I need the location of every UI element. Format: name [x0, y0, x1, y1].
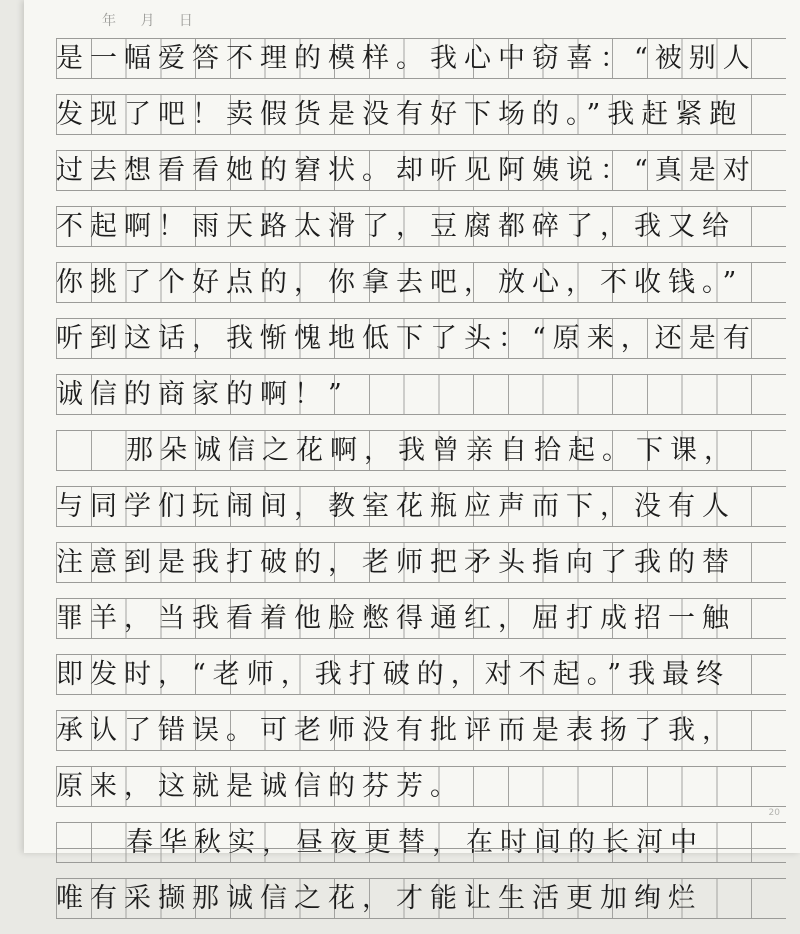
writing-grid: [56, 38, 786, 934]
text-line: [56, 374, 786, 415]
line-text: 承认了错误。可老师没有批评而是表扬了我，: [56, 715, 736, 746]
line-text: 注意到是我打破的，老师把矛头指向了我的替: [56, 547, 736, 578]
text-line: [56, 766, 786, 818]
text-line: [56, 598, 786, 639]
line-text: 原来，这就是诚信的芬芳。: [56, 771, 464, 802]
line-text: 唯有采撷那诚信之花，才能让生活更加绚烂: [56, 883, 702, 914]
line-text: 诚信的商家的啊！”: [56, 379, 349, 410]
margin-number: 20: [768, 808, 780, 818]
partial-grid-row: [56, 848, 786, 855]
line-text: 与同学们玩闹间，教室花瓶应声而下，没有人: [56, 491, 736, 522]
text-line: [56, 542, 786, 583]
line-text: 那朵诚信之花啊，我曾亲自拾起。下课，: [126, 435, 738, 466]
text-line: [56, 822, 786, 863]
text-line: [56, 38, 786, 79]
date-header: 年 月 日: [102, 13, 203, 29]
text-line: [56, 262, 786, 303]
text-line: [56, 710, 786, 751]
composition-paper: [24, 0, 800, 914]
line-text: 即发时，“老师，我打破的，对不起。”我最终: [56, 659, 731, 690]
line-text: 罪羊，当我看着他脸憋得通红，屈打成招一触: [56, 603, 736, 634]
text-line: [56, 430, 786, 471]
text-line: [56, 94, 786, 135]
text-line: [56, 206, 786, 247]
line-text: 是一幅爱答不理的模样。我心中窃喜：“被别人: [56, 43, 757, 74]
line-text: 过去想看看她的窘状。却听见阿姨说：“真是对: [56, 155, 757, 186]
text-line: [56, 654, 786, 695]
text-line: [56, 318, 786, 359]
line-text: 发现了吧！卖假货是没有好下场的。”我赶紧跑: [56, 99, 744, 130]
line-text: 春华秋实，昼夜更替，在时间的长河中: [126, 827, 704, 858]
line-text: 不起啊！雨天路太滑了，豆腐都碎了，我又给: [56, 211, 736, 242]
text-line: [56, 150, 786, 191]
text-line: [56, 878, 786, 919]
text-line: [56, 486, 786, 527]
line-text: 听到这话，我惭愧地低下了头：“原来，还是有: [56, 323, 757, 354]
line-text: 你挑了个好点的，你拿去吧，放心，不收钱。”: [56, 267, 744, 298]
